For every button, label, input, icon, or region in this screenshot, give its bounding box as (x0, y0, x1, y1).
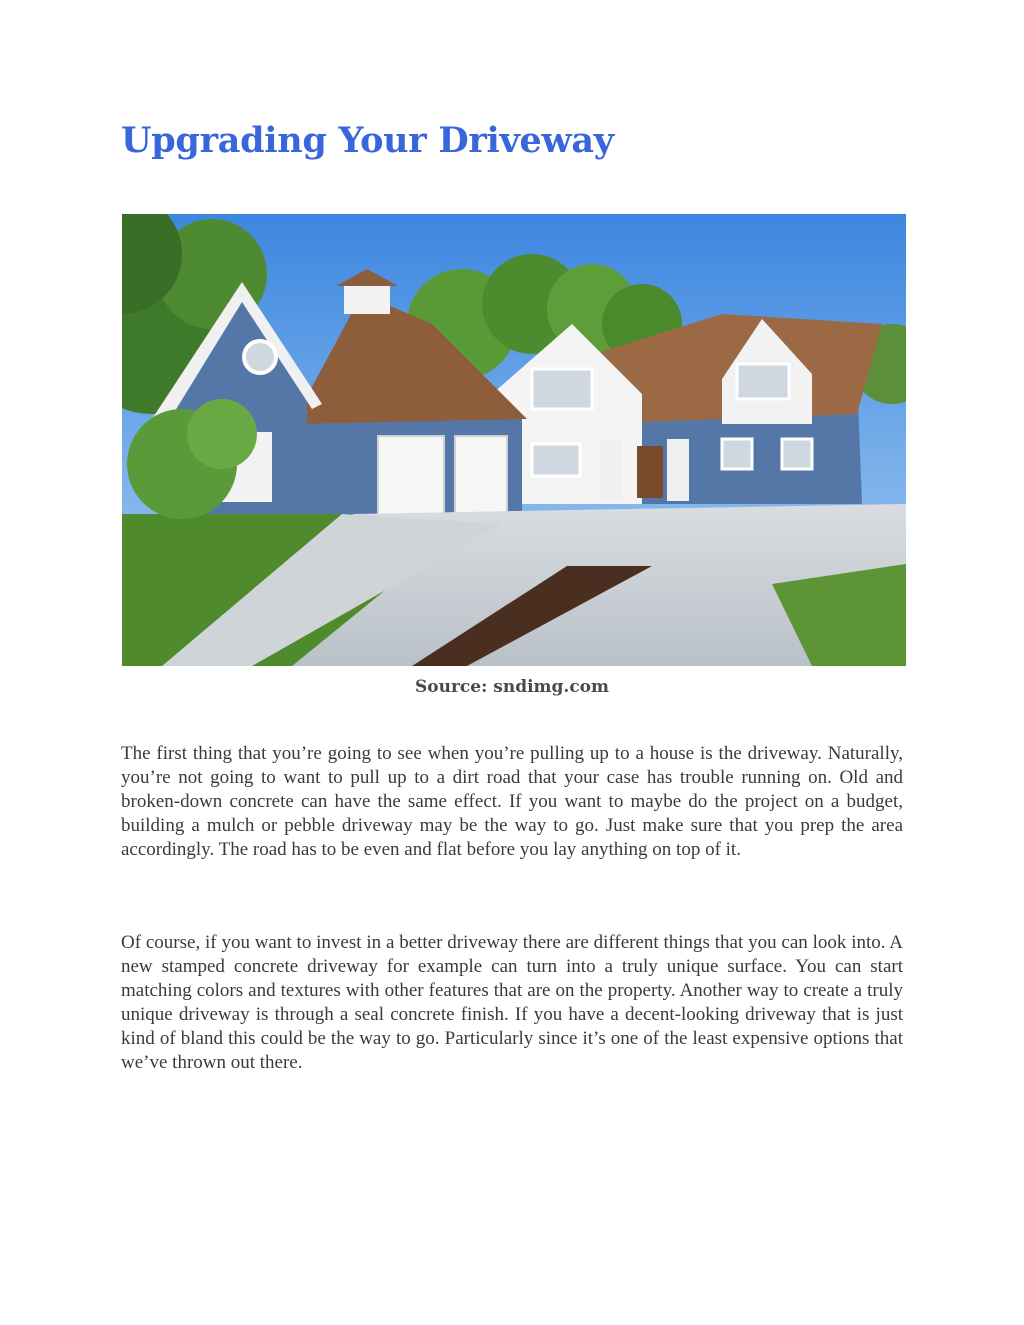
image-caption: Source: sndimg.com (414, 677, 610, 697)
paragraph: Of course, if you want to invest in a better driveway there are different things that you can look into. A new stamped concrete driveway for example can turn into a truly unique surface. You can start matching colors and textures with other features that are on the property. Another way to create a truly unique driveway is through a seal concrete finish. If you have a decent-looking driveway that is just kind of bland this could be the way to go. Particularly since it’s one of the least expensive options that we’ve thrown out there. (121, 932, 903, 1073)
house-photo (122, 214, 906, 666)
page-title: Upgrading Your Driveway (121, 120, 614, 161)
paragraph: The first thing that you’re going to see when you’re pulling up to a house is the driveway. Naturally, you’re not going to want to pull up to a dirt road that your case has trouble running on. Old and broken-down concrete can have the same effect. If you want to maybe do the project on a budget, building a mulch or pebble driveway may be the way to go. Just make sure that you prep the area accordingly. The road has to be even and flat before you lay anything on top of it. (121, 743, 903, 860)
